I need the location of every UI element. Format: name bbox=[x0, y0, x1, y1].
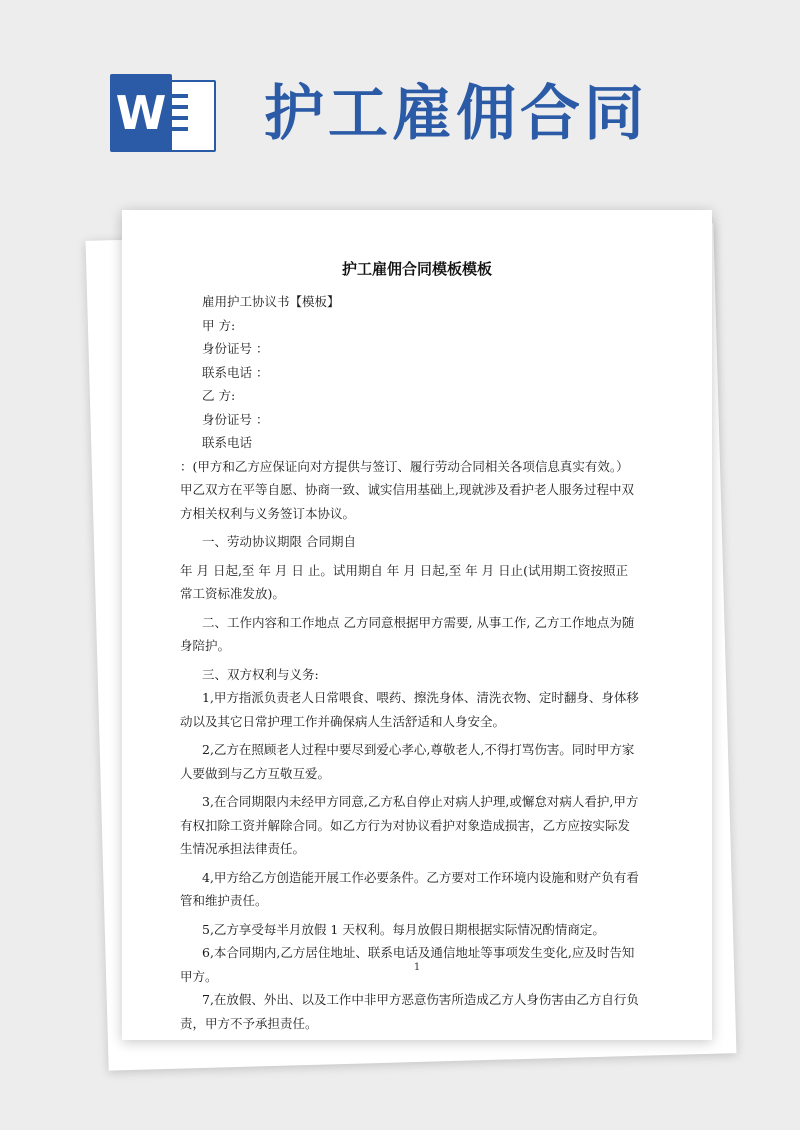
doc-clause-5: 5,乙方享受每半月放假 1 天权利。每月放假日期根据实际情况酌情商定。 bbox=[202, 921, 605, 937]
doc-line-heading: 雇用护工协议书【模板】 bbox=[202, 294, 340, 309]
word-document-icon bbox=[110, 74, 214, 152]
doc-line-party-b-phone: 联系电话 bbox=[202, 435, 253, 450]
document-body bbox=[180, 290, 640, 1035]
doc-paragraph-term: 年 月 日起,至 年 月 日 止。试用期自 年 月 日起,至 年 月 日止(试用期工资按照正常工资标准发放)。 bbox=[180, 562, 629, 601]
doc-line-party-b: 乙 方: bbox=[202, 388, 236, 403]
page-number: 1 bbox=[413, 962, 421, 973]
document-page bbox=[122, 210, 712, 1040]
doc-clause-3: 3,在合同期限内未经甲方同意,乙方私自停止对病人护理,或懈怠对病人看护,甲方有权扣除工资并解除合同。如乙方行为对协议看护对象造成损害，乙方应按实际发生情况承担法律责任。 bbox=[180, 794, 639, 856]
document-title: 护工雇佣合同模板模板 bbox=[341, 260, 492, 278]
doc-clause-4: 4,甲方给乙方创造能开展工作必要条件。乙方要对工作环境内设施和财产负有看管和维护责任。 bbox=[180, 869, 639, 908]
doc-section-rights: 三、双方权利与义务: bbox=[202, 666, 319, 682]
doc-paragraph-preamble: ：(甲方和乙方应保证向对方提供与签订、履行劳动合同相关各项信息真实有效。）甲乙双方在平等自愿、协商一致、诚实信用基础上,现就涉及看护老人服务过程中双方相关权利与义务签订本协议。 bbox=[180, 458, 634, 521]
doc-line-party-a-id: 身份证号 ： bbox=[202, 341, 269, 356]
doc-line-party-a: 甲 方: bbox=[202, 317, 236, 333]
page-header bbox=[0, 0, 800, 200]
doc-section-term: 一、劳动协议期限 合同期自 bbox=[202, 534, 356, 549]
doc-section-work: 二、工作内容和工作地点 乙方同意根据甲方需要, 从事工作, 乙方工作地点为随身陪护。 bbox=[180, 614, 635, 653]
word-logo-letter: W bbox=[110, 74, 172, 152]
doc-line-party-b-id: 身份证号 ： bbox=[202, 411, 269, 427]
doc-clause-2: 2,乙方在照顾老人过程中要尽到爱心孝心,尊敬老人,不得打骂伤害。同时甲方家人要做到与乙方互敬互爱。 bbox=[180, 742, 635, 781]
doc-clause-6: 6,本合同期内,乙方居住地址、联系电话及通信地址等事项发生变化,应及时告知甲方。 bbox=[180, 945, 635, 984]
doc-clause-1: 1,甲方指派负责老人日常喂食、喂药、擦洗身体、清洗衣物、定时翻身、身体移动以及其它日常护理工作并确保病人生活舒适和人身安全。 bbox=[180, 690, 639, 729]
doc-line-party-a-phone: 联系电话 ： bbox=[202, 364, 269, 380]
page-title: 护工雇佣合同 bbox=[264, 79, 648, 149]
doc-clause-7: 7,在放假、外出、以及工作中非甲方恶意伤害所造成乙方人身伤害由乙方自行负责，甲方不予承担责任。 bbox=[180, 992, 639, 1031]
